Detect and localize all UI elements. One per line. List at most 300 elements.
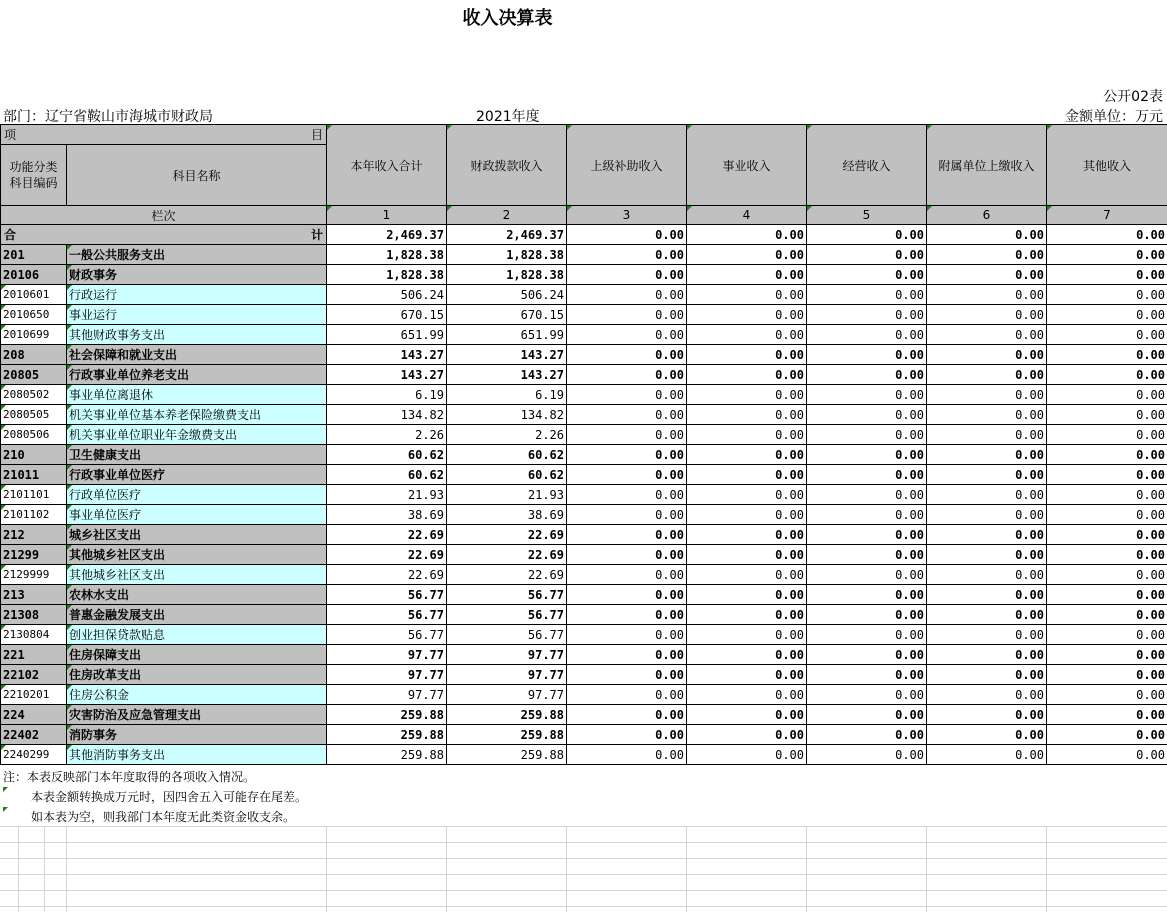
value-cell-col-1[interactable]: 6.19 (327, 385, 447, 405)
value-cell-col-5[interactable]: 0.00 (807, 645, 927, 665)
subject-code-cell[interactable]: 208 (1, 345, 67, 365)
value-cell-col-1[interactable]: 259.88 (327, 745, 447, 765)
col-header-7[interactable]: 其他收入 (1047, 125, 1167, 206)
value-cell-col-3[interactable]: 0.00 (567, 425, 687, 445)
value-cell-col-1[interactable]: 143.27 (327, 365, 447, 385)
subject-code-cell[interactable]: 20106 (1, 265, 67, 285)
value-cell-col-7[interactable]: 0.00 (1047, 725, 1167, 745)
table-row (1, 585, 1167, 605)
value-cell-col-7[interactable]: 0.00 (1047, 425, 1167, 445)
value-cell-col-2[interactable]: 506.24 (447, 285, 567, 305)
value-cell-col-1[interactable]: 60.62 (327, 465, 447, 485)
total-ji: 计 (310, 228, 323, 242)
year-label: 2021年度 (476, 109, 540, 125)
table-row (1, 565, 1167, 585)
header-xiang-mu[interactable] (1, 125, 327, 145)
value-cell-col-1[interactable]: 651.99 (327, 325, 447, 345)
subject-name-cell[interactable]: 普惠金融发展支出 (67, 605, 327, 625)
value-cell-col-1[interactable]: 1,828.38 (327, 265, 447, 285)
subject-name-cell[interactable]: 事业单位医疗 (67, 505, 327, 525)
subject-code-cell[interactable]: 224 (1, 705, 67, 725)
value-cell-col-1[interactable]: 22.69 (327, 565, 447, 585)
value-cell-col-3[interactable]: 0.00 (567, 505, 687, 525)
value-cell-col-3[interactable]: 0.00 (567, 445, 687, 465)
value-cell-col-3[interactable]: 0.00 (567, 245, 687, 265)
subject-code-cell[interactable]: 2129999 (1, 565, 67, 585)
table-row (1, 305, 1167, 325)
table-row (1, 725, 1167, 745)
value-cell-col-2[interactable]: 1,828.38 (447, 265, 567, 285)
value-cell-col-1[interactable]: 97.77 (327, 665, 447, 685)
subject-name-cell[interactable]: 行政运行 (67, 285, 327, 305)
value-cell-col-6[interactable]: 0.00 (927, 445, 1047, 465)
table-row (1, 525, 1167, 545)
value-cell-col-6[interactable]: 0.00 (927, 625, 1047, 645)
value-cell-col-3[interactable]: 0.00 (567, 705, 687, 725)
value-cell-col-4[interactable]: 0.00 (687, 265, 807, 285)
value-cell-col-2[interactable]: 22.69 (447, 545, 567, 565)
value-cell-col-5[interactable]: 0.00 (807, 285, 927, 305)
value-cell-col-4[interactable]: 0.00 (687, 325, 807, 345)
table-row (1, 425, 1167, 445)
value-cell-col-6[interactable]: 0.00 (927, 425, 1047, 445)
header-name[interactable]: 科目名称 (67, 145, 327, 206)
subject-name-cell[interactable]: 创业担保贷款贴息 (67, 625, 327, 645)
value-cell-col-4[interactable]: 0.00 (687, 305, 807, 325)
value-cell-col-3[interactable]: 0.00 (567, 305, 687, 325)
value-cell-col-6[interactable]: 0.00 (927, 405, 1047, 425)
value-cell-col-3[interactable]: 0.00 (567, 485, 687, 505)
value-cell-col-4[interactable]: 0.00 (687, 645, 807, 665)
header-mu: 目 (310, 128, 323, 142)
value-cell-col-7[interactable]: 0.00 (1047, 405, 1167, 425)
value-cell-col-5[interactable]: 0.00 (807, 705, 927, 725)
value-cell-col-5[interactable]: 0.00 (807, 665, 927, 685)
value-cell-col-1[interactable]: 134.82 (327, 405, 447, 425)
subject-name-cell[interactable]: 消防事务 (67, 725, 327, 745)
subject-name-cell[interactable]: 灾害防治及应急管理支出 (67, 705, 327, 725)
total-value-4[interactable]: 0.00 (687, 225, 807, 245)
value-cell-col-4[interactable]: 0.00 (687, 525, 807, 545)
value-cell-col-3[interactable]: 0.00 (567, 605, 687, 625)
value-cell-col-1[interactable]: 21.93 (327, 485, 447, 505)
value-cell-col-4[interactable]: 0.00 (687, 425, 807, 445)
value-cell-col-5[interactable]: 0.00 (807, 585, 927, 605)
value-cell-col-6[interactable]: 0.00 (927, 485, 1047, 505)
value-cell-col-6[interactable]: 0.00 (927, 325, 1047, 345)
subject-name-cell[interactable]: 社会保障和就业支出 (67, 345, 327, 365)
total-value-7[interactable]: 0.00 (1047, 225, 1167, 245)
subject-name-cell[interactable]: 行政单位医疗 (67, 485, 327, 505)
subject-name-cell[interactable]: 财政事务 (67, 265, 327, 285)
value-cell-col-1[interactable]: 506.24 (327, 285, 447, 305)
table-row (1, 645, 1167, 665)
value-cell-col-3[interactable]: 0.00 (567, 465, 687, 485)
value-cell-col-1[interactable]: 56.77 (327, 585, 447, 605)
value-cell-col-6[interactable]: 0.00 (927, 565, 1047, 585)
value-cell-col-5[interactable]: 0.00 (807, 365, 927, 385)
col-number-6[interactable]: 6 (927, 206, 1047, 225)
subject-code-cell[interactable]: 212 (1, 525, 67, 545)
table-row (1, 745, 1167, 765)
value-cell-col-5[interactable]: 0.00 (807, 505, 927, 525)
value-cell-col-7[interactable]: 0.00 (1047, 245, 1167, 265)
value-cell-col-1[interactable]: 670.15 (327, 305, 447, 325)
value-cell-col-7[interactable]: 0.00 (1047, 665, 1167, 685)
value-cell-col-5[interactable]: 0.00 (807, 725, 927, 745)
total-value-1[interactable]: 2,469.37 (327, 225, 447, 245)
value-cell-col-4[interactable]: 0.00 (687, 585, 807, 605)
subject-code-cell[interactable]: 2240299 (1, 745, 67, 765)
value-cell-col-6[interactable]: 0.00 (927, 605, 1047, 625)
value-cell-col-6[interactable]: 0.00 (927, 265, 1047, 285)
value-cell-col-6[interactable]: 0.00 (927, 725, 1047, 745)
value-cell-col-3[interactable]: 0.00 (567, 285, 687, 305)
value-cell-col-6[interactable]: 0.00 (927, 585, 1047, 605)
subject-name-cell[interactable]: 其他城乡社区支出 (67, 565, 327, 585)
subject-code-cell[interactable]: 22102 (1, 665, 67, 685)
value-cell-col-5[interactable]: 0.00 (807, 605, 927, 625)
value-cell-col-1[interactable]: 259.88 (327, 705, 447, 725)
subject-code-cell[interactable]: 210 (1, 445, 67, 465)
value-cell-col-1[interactable]: 56.77 (327, 605, 447, 625)
subject-code-cell[interactable]: 2010650 (1, 305, 67, 325)
value-cell-col-4[interactable]: 0.00 (687, 745, 807, 765)
value-cell-col-3[interactable]: 0.00 (567, 325, 687, 345)
value-cell-col-4[interactable]: 0.00 (687, 365, 807, 385)
value-cell-col-4[interactable]: 0.00 (687, 725, 807, 745)
grid-line (566, 826, 567, 912)
table-row (1, 465, 1167, 485)
value-cell-col-7[interactable]: 0.00 (1047, 565, 1167, 585)
value-cell-col-3[interactable]: 0.00 (567, 405, 687, 425)
value-cell-col-6[interactable]: 0.00 (927, 665, 1047, 685)
table-row (1, 405, 1167, 425)
value-cell-col-7[interactable]: 0.00 (1047, 605, 1167, 625)
value-cell-col-7[interactable]: 0.00 (1047, 705, 1167, 725)
value-cell-col-4[interactable]: 0.00 (687, 345, 807, 365)
total-he: 合 (4, 228, 17, 242)
total-label[interactable] (1, 225, 327, 245)
value-cell-col-6[interactable]: 0.00 (927, 305, 1047, 325)
note-line: 本表金额转换成万元时，因四舍五入可能存在尾差。 (3, 787, 307, 807)
subject-name-cell[interactable]: 其他财政事务支出 (67, 325, 327, 345)
value-cell-col-5[interactable]: 0.00 (807, 685, 927, 705)
subject-code-cell[interactable]: 21011 (1, 465, 67, 485)
value-cell-col-4[interactable]: 0.00 (687, 605, 807, 625)
value-cell-col-7[interactable]: 0.00 (1047, 465, 1167, 485)
value-cell-col-5[interactable]: 0.00 (807, 745, 927, 765)
value-cell-col-2[interactable]: 259.88 (447, 745, 567, 765)
value-cell-col-4[interactable]: 0.00 (687, 485, 807, 505)
value-cell-col-3[interactable]: 0.00 (567, 365, 687, 385)
value-cell-col-6[interactable]: 0.00 (927, 385, 1047, 405)
subject-code-cell[interactable]: 213 (1, 585, 67, 605)
subject-code-cell[interactable]: 21308 (1, 605, 67, 625)
value-cell-col-4[interactable]: 0.00 (687, 545, 807, 565)
table-row (1, 345, 1167, 365)
value-cell-col-7[interactable]: 0.00 (1047, 305, 1167, 325)
value-cell-col-2[interactable]: 21.93 (447, 485, 567, 505)
grid-line (44, 826, 45, 912)
value-cell-col-3[interactable]: 0.00 (567, 665, 687, 685)
value-cell-col-2[interactable]: 60.62 (447, 465, 567, 485)
value-cell-col-2[interactable]: 22.69 (447, 565, 567, 585)
value-cell-col-7[interactable]: 0.00 (1047, 325, 1167, 345)
value-cell-col-6[interactable]: 0.00 (927, 245, 1047, 265)
value-cell-col-6[interactable]: 0.00 (927, 685, 1047, 705)
subject-name-cell[interactable]: 农林水支出 (67, 585, 327, 605)
col-number-3[interactable]: 3 (567, 206, 687, 225)
value-cell-col-2[interactable]: 97.77 (447, 665, 567, 685)
value-cell-col-5[interactable]: 0.00 (807, 525, 927, 545)
subject-code-cell[interactable]: 2010601 (1, 285, 67, 305)
value-cell-col-3[interactable]: 0.00 (567, 345, 687, 365)
value-cell-col-7[interactable]: 0.00 (1047, 745, 1167, 765)
value-cell-col-7[interactable]: 0.00 (1047, 685, 1167, 705)
table-row (1, 265, 1167, 285)
value-cell-col-7[interactable]: 0.00 (1047, 445, 1167, 465)
empty-sheet-grid[interactable] (0, 826, 1167, 912)
value-cell-col-5[interactable]: 0.00 (807, 245, 927, 265)
value-cell-col-6[interactable]: 0.00 (927, 705, 1047, 725)
grid-line (806, 826, 807, 912)
value-cell-col-5[interactable]: 0.00 (807, 625, 927, 645)
value-cell-col-1[interactable]: 22.69 (327, 525, 447, 545)
value-cell-col-7[interactable]: 0.00 (1047, 625, 1167, 645)
value-cell-col-4[interactable]: 0.00 (687, 405, 807, 425)
value-cell-col-2[interactable]: 6.19 (447, 385, 567, 405)
value-cell-col-4[interactable]: 0.00 (687, 445, 807, 465)
unit-label: 金额单位：万元 (1065, 109, 1163, 125)
subject-name-cell[interactable]: 卫生健康支出 (67, 445, 327, 465)
col-number-1[interactable]: 1 (327, 206, 447, 225)
note-line: 注：本表反映部门本年度取得的各项收入情况。 (3, 770, 256, 784)
value-cell-col-2[interactable]: 651.99 (447, 325, 567, 345)
value-cell-col-4[interactable]: 0.00 (687, 705, 807, 725)
value-cell-col-7[interactable]: 0.00 (1047, 525, 1167, 545)
value-cell-col-6[interactable]: 0.00 (927, 465, 1047, 485)
subject-code-cell[interactable]: 201 (1, 245, 67, 265)
value-cell-col-5[interactable]: 0.00 (807, 325, 927, 345)
subject-name-cell[interactable]: 住房改革支出 (67, 665, 327, 685)
page-title: 收入决算表 (462, 8, 553, 29)
value-cell-col-4[interactable]: 0.00 (687, 685, 807, 705)
col-header-5[interactable]: 经营收入 (807, 125, 927, 206)
value-cell-col-2[interactable]: 2.26 (447, 425, 567, 445)
grid-line (326, 826, 327, 912)
value-cell-col-2[interactable]: 143.27 (447, 345, 567, 365)
value-cell-col-2[interactable]: 97.77 (447, 645, 567, 665)
table-row (1, 445, 1167, 465)
subject-name-cell[interactable]: 事业运行 (67, 305, 327, 325)
subject-name-cell[interactable]: 事业单位离退休 (67, 385, 327, 405)
value-cell-col-7[interactable]: 0.00 (1047, 505, 1167, 525)
value-cell-col-7[interactable]: 0.00 (1047, 645, 1167, 665)
subject-name-cell[interactable]: 住房公积金 (67, 685, 327, 705)
value-cell-col-3[interactable]: 0.00 (567, 725, 687, 745)
value-cell-col-4[interactable]: 0.00 (687, 245, 807, 265)
value-cell-col-6[interactable]: 0.00 (927, 645, 1047, 665)
grid-line (1046, 826, 1047, 912)
table-row (1, 545, 1167, 565)
value-cell-col-4[interactable]: 0.00 (687, 505, 807, 525)
value-cell-col-6[interactable]: 0.00 (927, 365, 1047, 385)
value-cell-col-5[interactable]: 0.00 (807, 345, 927, 365)
value-cell-col-1[interactable]: 97.77 (327, 685, 447, 705)
grid-line (686, 826, 687, 912)
header-code[interactable]: 功能分类 科目编码 (1, 145, 67, 206)
table-row (1, 605, 1167, 625)
value-cell-col-7[interactable]: 0.00 (1047, 585, 1167, 605)
table-row (1, 485, 1167, 505)
value-cell-col-3[interactable]: 0.00 (567, 565, 687, 585)
value-cell-col-5[interactable]: 0.00 (807, 545, 927, 565)
value-cell-col-3[interactable]: 0.00 (567, 685, 687, 705)
value-cell-col-4[interactable]: 0.00 (687, 625, 807, 645)
value-cell-col-4[interactable]: 0.00 (687, 665, 807, 685)
value-cell-col-2[interactable]: 1,828.38 (447, 245, 567, 265)
subject-name-cell[interactable]: 机关事业单位基本养老保险缴费支出 (67, 405, 327, 425)
value-cell-col-7[interactable]: 0.00 (1047, 545, 1167, 565)
subject-name-cell[interactable]: 行政事业单位养老支出 (67, 365, 327, 385)
subject-code-cell[interactable]: 2210201 (1, 685, 67, 705)
value-cell-col-6[interactable]: 0.00 (927, 525, 1047, 545)
value-cell-col-5[interactable]: 0.00 (807, 465, 927, 485)
value-cell-col-2[interactable]: 56.77 (447, 585, 567, 605)
value-cell-col-2[interactable]: 259.88 (447, 705, 567, 725)
value-cell-col-1[interactable]: 60.62 (327, 445, 447, 465)
value-cell-col-3[interactable]: 0.00 (567, 525, 687, 545)
col-number-2[interactable]: 2 (447, 206, 567, 225)
table-row (1, 365, 1167, 385)
value-cell-col-6[interactable]: 0.00 (927, 745, 1047, 765)
value-cell-col-6[interactable]: 0.00 (927, 345, 1047, 365)
table-row (1, 285, 1167, 305)
subject-code-cell[interactable]: 221 (1, 645, 67, 665)
subject-name-cell[interactable]: 一般公共服务支出 (67, 245, 327, 265)
value-cell-col-7[interactable]: 0.00 (1047, 345, 1167, 365)
header-lanci[interactable]: 栏次 (1, 206, 327, 225)
value-cell-col-2[interactable]: 97.77 (447, 685, 567, 705)
subject-code-cell[interactable]: 2080505 (1, 405, 67, 425)
value-cell-col-5[interactable]: 0.00 (807, 405, 927, 425)
table-row (1, 665, 1167, 685)
subject-code-cell[interactable]: 22402 (1, 725, 67, 745)
value-cell-col-6[interactable]: 0.00 (927, 505, 1047, 525)
value-cell-col-6[interactable]: 0.00 (927, 285, 1047, 305)
subject-code-cell[interactable]: 2080506 (1, 425, 67, 445)
value-cell-col-6[interactable]: 0.00 (927, 545, 1047, 565)
total-value-3[interactable]: 0.00 (567, 225, 687, 245)
table-row (1, 625, 1167, 645)
col-number-5[interactable]: 5 (807, 206, 927, 225)
subject-name-cell[interactable]: 行政事业单位医疗 (67, 465, 327, 485)
subject-code-cell[interactable]: 21299 (1, 545, 67, 565)
subject-name-cell[interactable]: 其他消防事务支出 (67, 745, 327, 765)
value-cell-col-7[interactable]: 0.00 (1047, 385, 1167, 405)
value-cell-col-5[interactable]: 0.00 (807, 385, 927, 405)
value-cell-col-1[interactable]: 259.88 (327, 725, 447, 745)
value-cell-col-3[interactable]: 0.00 (567, 385, 687, 405)
value-cell-col-2[interactable]: 134.82 (447, 405, 567, 425)
grid-line (446, 826, 447, 912)
value-cell-col-4[interactable]: 0.00 (687, 385, 807, 405)
col-header-4[interactable]: 事业收入 (687, 125, 807, 206)
header-xiang: 项 (4, 128, 17, 142)
subject-code-cell[interactable]: 2010699 (1, 325, 67, 345)
value-cell-col-5[interactable]: 0.00 (807, 485, 927, 505)
value-cell-col-2[interactable]: 56.77 (447, 605, 567, 625)
total-value-2[interactable]: 2,469.37 (447, 225, 567, 245)
value-cell-col-3[interactable]: 0.00 (567, 645, 687, 665)
total-value-6[interactable]: 0.00 (927, 225, 1047, 245)
value-cell-col-7[interactable]: 0.00 (1047, 485, 1167, 505)
subject-name-cell[interactable]: 住房保障支出 (67, 645, 327, 665)
col-header-2[interactable]: 财政拨款收入 (447, 125, 567, 206)
value-cell-col-3[interactable]: 0.00 (567, 745, 687, 765)
value-cell-col-2[interactable]: 60.62 (447, 445, 567, 465)
value-cell-col-7[interactable]: 0.00 (1047, 285, 1167, 305)
value-cell-col-2[interactable]: 56.77 (447, 625, 567, 645)
subject-code-cell[interactable]: 2130804 (1, 625, 67, 645)
value-cell-col-1[interactable]: 56.77 (327, 625, 447, 645)
value-cell-col-1[interactable]: 2.26 (327, 425, 447, 445)
value-cell-col-1[interactable]: 97.77 (327, 645, 447, 665)
value-cell-col-2[interactable]: 38.69 (447, 505, 567, 525)
col-number-4[interactable]: 4 (687, 206, 807, 225)
value-cell-col-4[interactable]: 0.00 (687, 465, 807, 485)
total-value-5[interactable]: 0.00 (807, 225, 927, 245)
value-cell-col-3[interactable]: 0.00 (567, 545, 687, 565)
form-number: 公开02表 (1103, 89, 1163, 105)
value-cell-col-7[interactable]: 0.00 (1047, 365, 1167, 385)
col-header-3[interactable]: 上级补助收入 (567, 125, 687, 206)
col-number-7[interactable]: 7 (1047, 206, 1167, 225)
table-row (1, 245, 1167, 265)
subject-code-cell[interactable]: 2101101 (1, 485, 67, 505)
value-cell-col-1[interactable]: 1,828.38 (327, 245, 447, 265)
value-cell-col-5[interactable]: 0.00 (807, 305, 927, 325)
subject-name-cell[interactable]: 城乡社区支出 (67, 525, 327, 545)
value-cell-col-5[interactable]: 0.00 (807, 565, 927, 585)
subject-code-cell[interactable]: 2101102 (1, 505, 67, 525)
value-cell-col-1[interactable]: 38.69 (327, 505, 447, 525)
value-cell-col-3[interactable]: 0.00 (567, 265, 687, 285)
value-cell-col-7[interactable]: 0.00 (1047, 265, 1167, 285)
subject-name-cell[interactable]: 其他城乡社区支出 (67, 545, 327, 565)
value-cell-col-2[interactable]: 22.69 (447, 525, 567, 545)
col-header-1[interactable]: 本年收入合计 (327, 125, 447, 206)
value-cell-col-4[interactable]: 0.00 (687, 285, 807, 305)
value-cell-col-4[interactable]: 0.00 (687, 565, 807, 585)
subject-code-cell[interactable]: 2080502 (1, 385, 67, 405)
value-cell-col-5[interactable]: 0.00 (807, 265, 927, 285)
value-cell-col-5[interactable]: 0.00 (807, 445, 927, 465)
value-cell-col-3[interactable]: 0.00 (567, 625, 687, 645)
value-cell-col-1[interactable]: 22.69 (327, 545, 447, 565)
value-cell-col-3[interactable]: 0.00 (567, 585, 687, 605)
subject-code-cell[interactable]: 20805 (1, 365, 67, 385)
value-cell-col-5[interactable]: 0.00 (807, 425, 927, 445)
col-header-6[interactable]: 附属单位上缴收入 (927, 125, 1047, 206)
subject-name-cell[interactable]: 机关事业单位职业年金缴费支出 (67, 425, 327, 445)
grid-line (926, 826, 927, 912)
value-cell-col-2[interactable]: 143.27 (447, 365, 567, 385)
value-cell-col-2[interactable]: 259.88 (447, 725, 567, 745)
value-cell-col-2[interactable]: 670.15 (447, 305, 567, 325)
value-cell-col-1[interactable]: 143.27 (327, 345, 447, 365)
